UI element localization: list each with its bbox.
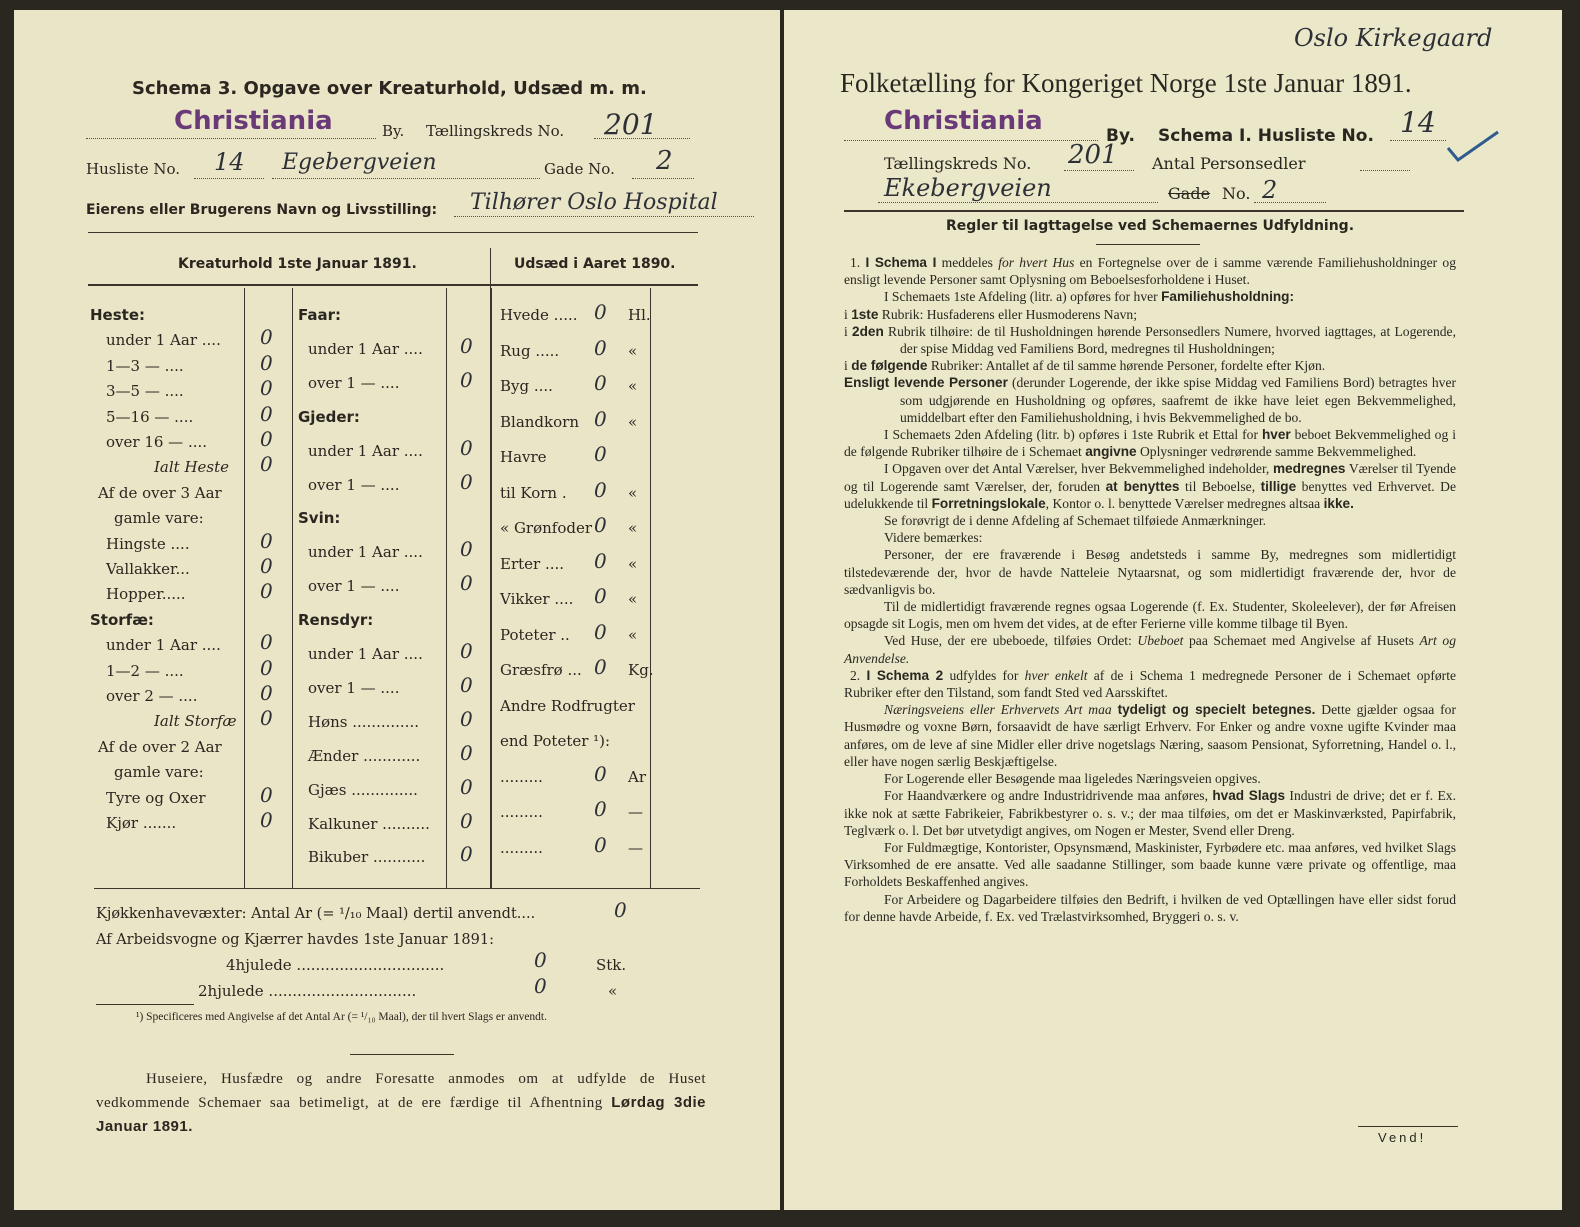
row-value: 0: [594, 584, 607, 608]
tk-value: 201: [604, 108, 658, 141]
street-value: Egebergveien: [282, 150, 437, 175]
row-value: 0: [594, 797, 607, 821]
two-wheel-value: 0: [534, 974, 547, 998]
tk-label-right: Tællingskreds No.: [884, 154, 1032, 173]
row-label: over 2 — ....: [106, 687, 198, 705]
row-label: under 1 Aar ....: [106, 331, 221, 350]
row-label: Hopper.....: [106, 585, 186, 604]
four-wheel-label: 4hjulede ...............................: [226, 956, 445, 974]
row-value: 0: [260, 376, 273, 401]
row-label: Af de over 3 Aar: [98, 483, 222, 502]
row-unit: «: [628, 412, 638, 431]
row-label: Hingste ....: [106, 534, 190, 553]
husliste-label: Husliste No.: [86, 160, 181, 178]
row-unit: Kg.: [628, 661, 654, 679]
row-label: 1—3 — ....: [106, 356, 184, 375]
antal-label: Antal Personsedler: [1152, 154, 1306, 173]
owner-value: Tilhører Oslo Hospital: [470, 190, 718, 215]
footnote: ¹) Specificeres med Angivelse af det Antal Ar (= ¹/₁₀ Maal), der til hvert Slags er anvendt.: [136, 1011, 548, 1023]
four-wheel-value: 0: [534, 948, 547, 972]
row-label: Storfæ:: [90, 610, 154, 629]
gade-label: Gade No.: [544, 160, 615, 178]
rules-text: 1. I Schema I meddeles for hvert Hus en Fortegnelse over de i samme værende Familiehusholdninger og ensligt levende Personer samt Oplysning om Beboelsesforholdene i Huset. I Schemaets 1ste Afdeling (litr. a) opføres for hver Familiehusholdning: i 1ste Rubrik: Husfaderens eller Husmoderens Navn; i 2den Rubrik tilhøire: de til Husholdningen hørende Personsedlers Numere, hvorved iagttages, at Logerende, der spise Middag ved Familiens Bord, medregnes til Husholdningen; i de følgende Rubriker: Antallet af de til samme hørende Personer, fordelte efter Kjøn. Ensligt levende Personer (derunder Logerende, der ikke spise Middag ved Familiens Bord) betragtes hver som udgjørende en Husholdning og opføres, saafremt de ikke have leiet egen Bekvemmelighed, umiddelbart efter den Familiehusholdning, i hvis Bekvemmelighed de bo. I Schemaets 2den Afdeling (litr. b) opføres i 1ste Rubrik et Ettal for hver beboet Bekvemmelighed og i de følgende Rubriker tilhøire de i Schemaet angivne Oplysninger vedrørende samme Bekvemmelighed. I Opgaven over det Antal Værelser, hver Bekvemmelighed indeholder, medregnes Værelser til Tyende og til Logerende samt Værelser, der, foruden at benyttes til Beboelse, tillige benyttes ved Erhvervet. De udelukkende til Forretningslokale, Kontor o. l. benyttede Værelser medregnes altsaa ikke. Se forøvrigt de i denne Afdeling af Schemaet tilføiede Anmærkninger. Videre bemærkes: Personer, der ere fraværende i Besøg andetsteds i samme By, medregnes som midlertidigt tilstedeværende der, hvor de havde Natteleie Nytaarsnat, og som midlertidigt fraværende der, hvor de sædvanligvis bo. Til de midlertidigt fraværende regnes ogsaa Logerende (f. Ex. Studenter, Skoleelever), der før Afreisen opsagde sit Logis, men om hvem det vides, at de efter Ferierne ville komme tilbage til Byen. Ved Huse, der ere ubeboede, tilføies Ordet: Ubeboet paa Schemaet med Angivelse af Husets Art og Anvendelse. 2. I Schema 2 udfyldes for hver enkelt af de i Schema 1 medregnede Personer de i Schemaet opførte Rubriker efter den Tilstand, som fandt Sted ved Aarsskiftet. Næringsveiens eller Erhvervets Art maa tydeligt og specielt betegnes. Dette gjælder ogsaa for Husmødre og voxne Børn, forsaavidt de have særligt Erhverv. For Enker og andre voxne ugifte Kvinder maa anføres, om de leve af sine Midler eller drive nogetslags Næring, saasom Pensionat, Syforretning, Handel o. l., eller have nogen særlig Beskjæftigelse. For Logerende eller Besøgende maa ligeledes Næringsveien opgives. For Haandværkere og andre Industridrivende maa anføres, hvad Slags Industri de drive; det er f. Ex. ikke nok at sætte Fabrikeier, Fabrikbestyrer o. s. v.; der maa tilføies, om det er Maskinværksted, Papirfabrik, Teglværk o. l. Det bør utvetydigt angives, om Nogen er Mester, Svend eller Dreng. For Fuldmægtige, Kontorister, Opsynsmænd, Maskinister, Fyrbødere etc. maa anføres, ved hvilket Slags Virksomhed de ere ansatte. Ved alle saadanne Stillinger, som baade kunne være private og offentlige, maa Forholdets Beskaffenhed angives. For Arbeidere og Dagarbeidere tilføies den Bedrift, i hvilken de ved Optællingen have eller sidst forud for denne havde Arbeide, f. Ex. ved Trælastvirksomhed, Bryggeri o. s. v.: [844, 255, 1457, 924]
row-value: 0: [260, 681, 273, 705]
row-label: Gjæs ..............: [308, 780, 418, 799]
row-value: 0: [460, 706, 473, 731]
row-value: 0: [260, 427, 273, 451]
row-label: til Korn .: [500, 483, 567, 502]
row-value: 0: [594, 371, 607, 395]
check-mark-icon: [1444, 128, 1502, 164]
row-value: 0: [260, 655, 273, 680]
row-value: 0: [260, 554, 273, 578]
closing-notice: Huseiere, Husfædre og andre Foresatte anmodes om at udfylde de Huset vedkommende Schemaer saa betimeligt, at de ere færdige til Afhentning Lørdag 3die Januar 1891.: [96, 1071, 707, 1135]
kjokken-label: Kjøkkenhavevæxter: Antal Ar (= ¹/₁₀ Maal) dertil anvendt....: [96, 906, 536, 922]
schema3-title: Schema 3. Opgave over Kreaturhold, Udsæd m. m.: [132, 78, 647, 99]
row-label: Faar:: [298, 306, 342, 324]
row-label: .........: [500, 803, 543, 821]
row-value: 0: [594, 548, 607, 573]
row-label: Erter ....: [500, 554, 565, 573]
four-wheel-unit: Stk.: [596, 956, 627, 974]
corner-note: Oslo Kirkegaard: [1294, 24, 1493, 52]
row-label: Høns ..............: [308, 712, 419, 731]
row-label: Kalkuner ..........: [308, 814, 430, 833]
row-value: 0: [594, 335, 607, 360]
row-value: 0: [594, 300, 607, 324]
row-value: 0: [460, 367, 473, 392]
kjokken-value: 0: [614, 898, 627, 922]
street-value-right: Ekebergveien: [884, 174, 1052, 202]
row-label: gamle vare:: [114, 509, 204, 528]
row-label: Rensdyr:: [298, 611, 374, 630]
row-label: Rug .....: [500, 341, 560, 360]
row-unit: «: [628, 483, 638, 502]
row-unit: «: [628, 341, 638, 360]
row-value: 0: [460, 808, 473, 833]
row-value: 0: [460, 639, 473, 663]
row-label: under 1 Aar ....: [308, 441, 423, 460]
row-label: Vallakker...: [106, 560, 190, 578]
row-label: gamle vare:: [114, 763, 204, 782]
row-label: over 1 — ....: [308, 678, 400, 697]
schema1-label: Schema I. Husliste No.: [1158, 126, 1374, 146]
city-stamp: Christiania: [174, 106, 333, 136]
row-value: 0: [260, 350, 273, 375]
row-label: Gjeder:: [298, 407, 360, 426]
row-value: 0: [260, 528, 273, 553]
row-value: 0: [460, 842, 473, 867]
gade-label-right: Gade: [1168, 184, 1211, 203]
row-value: 0: [594, 406, 607, 431]
no-value-right: 2: [1262, 176, 1278, 204]
row-label: Hvede .....: [500, 306, 578, 324]
two-wheel-unit: «: [608, 982, 618, 1000]
row-label: Kjør .......: [106, 814, 177, 832]
row-unit: «: [628, 625, 638, 644]
arbeid-label: Af Arbeidsvogne og Kjærrer havdes 1ste Januar 1891:: [96, 932, 494, 948]
by-label-right: By.: [1106, 126, 1135, 146]
census-title: Folketælling for Kongeriget Norge 1ste Januar 1891.: [840, 68, 1412, 98]
row-label: « Grønfoder: [500, 519, 593, 537]
row-value: 0: [260, 401, 273, 426]
row-value: 0: [460, 571, 473, 596]
turn-page-label: Vend!: [1378, 1130, 1427, 1145]
row-value: 0: [260, 452, 273, 477]
owner-label: Eierens eller Brugerens Navn og Livsstilling:: [86, 202, 438, 218]
row-value: 0: [460, 537, 473, 562]
row-unit: Hl.: [628, 306, 651, 324]
row-label: Ialt Storfæ: [154, 712, 237, 731]
row-label: under 1 Aar ....: [106, 636, 221, 655]
row-value: 0: [594, 832, 607, 857]
row-label: .........: [500, 767, 543, 786]
row-label: end Poteter ¹):: [500, 732, 611, 750]
row-value: 0: [460, 435, 473, 460]
tk-value-right: 201: [1068, 140, 1118, 170]
row-value: 0: [260, 706, 273, 731]
row-label: Blandkorn: [500, 412, 579, 431]
row-value: 0: [260, 808, 273, 832]
row-value: 0: [594, 477, 607, 502]
left-page: [14, 10, 780, 1210]
row-value: 0: [594, 619, 607, 644]
husliste-value: 14: [214, 148, 245, 176]
row-label: Heste:: [90, 306, 145, 324]
row-value: 0: [460, 672, 473, 697]
row-label: Bikuber ...........: [308, 848, 426, 867]
no-label-right: No.: [1222, 184, 1251, 203]
row-unit: Ar: [628, 767, 647, 786]
row-label: Poteter ..: [500, 625, 570, 644]
row-label: 5—16 — ....: [106, 407, 194, 426]
row-unit: «: [628, 519, 638, 537]
row-label: Vikker ....: [500, 590, 574, 608]
gade-value: 2: [656, 146, 673, 176]
row-label: Svin:: [298, 509, 341, 528]
row-label: over 1 — ....: [308, 373, 400, 392]
row-value: 0: [594, 655, 607, 679]
row-unit: —: [628, 838, 643, 857]
row-label: 3—5 — ....: [106, 382, 184, 401]
row-label: under 1 Aar ....: [308, 339, 423, 358]
row-label: over 16 — ....: [106, 433, 208, 451]
row-unit: «: [628, 554, 638, 573]
row-unit: «: [628, 590, 638, 608]
row-label: Ænder ............: [308, 746, 421, 765]
row-value: 0: [260, 325, 273, 350]
udsaed-header: Udsæd i Aaret 1890.: [514, 256, 676, 272]
row-label: Tyre og Oxer: [106, 788, 206, 807]
two-wheel-label: 2hjulede ...............................: [198, 982, 417, 1000]
row-value: 0: [460, 469, 473, 494]
row-label: over 1 — ....: [308, 475, 400, 494]
row-label: .........: [500, 838, 543, 857]
row-label: under 1 Aar ....: [308, 543, 423, 562]
tk-label: Tællingskreds No.: [426, 122, 565, 140]
husliste-value-right: 14: [1400, 106, 1436, 139]
row-label: Græsfrø ...: [500, 661, 582, 679]
row-label: Ialt Heste: [154, 458, 230, 477]
row-label: Havre: [500, 448, 547, 466]
row-value: 0: [460, 333, 473, 358]
row-value: 0: [460, 740, 473, 765]
by-label: By.: [382, 122, 405, 140]
row-value: 0: [594, 442, 607, 466]
row-unit: —: [628, 803, 643, 821]
rules-title: Regler til Iagttagelse ved Schemaernes Udfyldning.: [946, 218, 1355, 234]
right-page: [784, 10, 1562, 1210]
row-label: Af de over 2 Aar: [98, 737, 222, 756]
row-value: 0: [460, 774, 473, 799]
row-label: Byg ....: [500, 377, 553, 395]
row-value: 0: [594, 513, 607, 537]
row-value: 0: [260, 782, 273, 807]
city-stamp-right: Christiania: [884, 106, 1043, 136]
row-value: 0: [260, 630, 273, 655]
row-value: 0: [260, 579, 273, 604]
kreatur-header: Kreaturhold 1ste Januar 1891.: [178, 256, 417, 272]
row-label: over 1 — ....: [308, 577, 400, 596]
row-label: under 1 Aar ....: [308, 645, 423, 663]
row-label: Andre Rodfrugter: [500, 696, 635, 715]
row-label: 1—2 — ....: [106, 661, 184, 680]
row-unit: «: [628, 377, 638, 395]
row-value: 0: [594, 761, 607, 786]
